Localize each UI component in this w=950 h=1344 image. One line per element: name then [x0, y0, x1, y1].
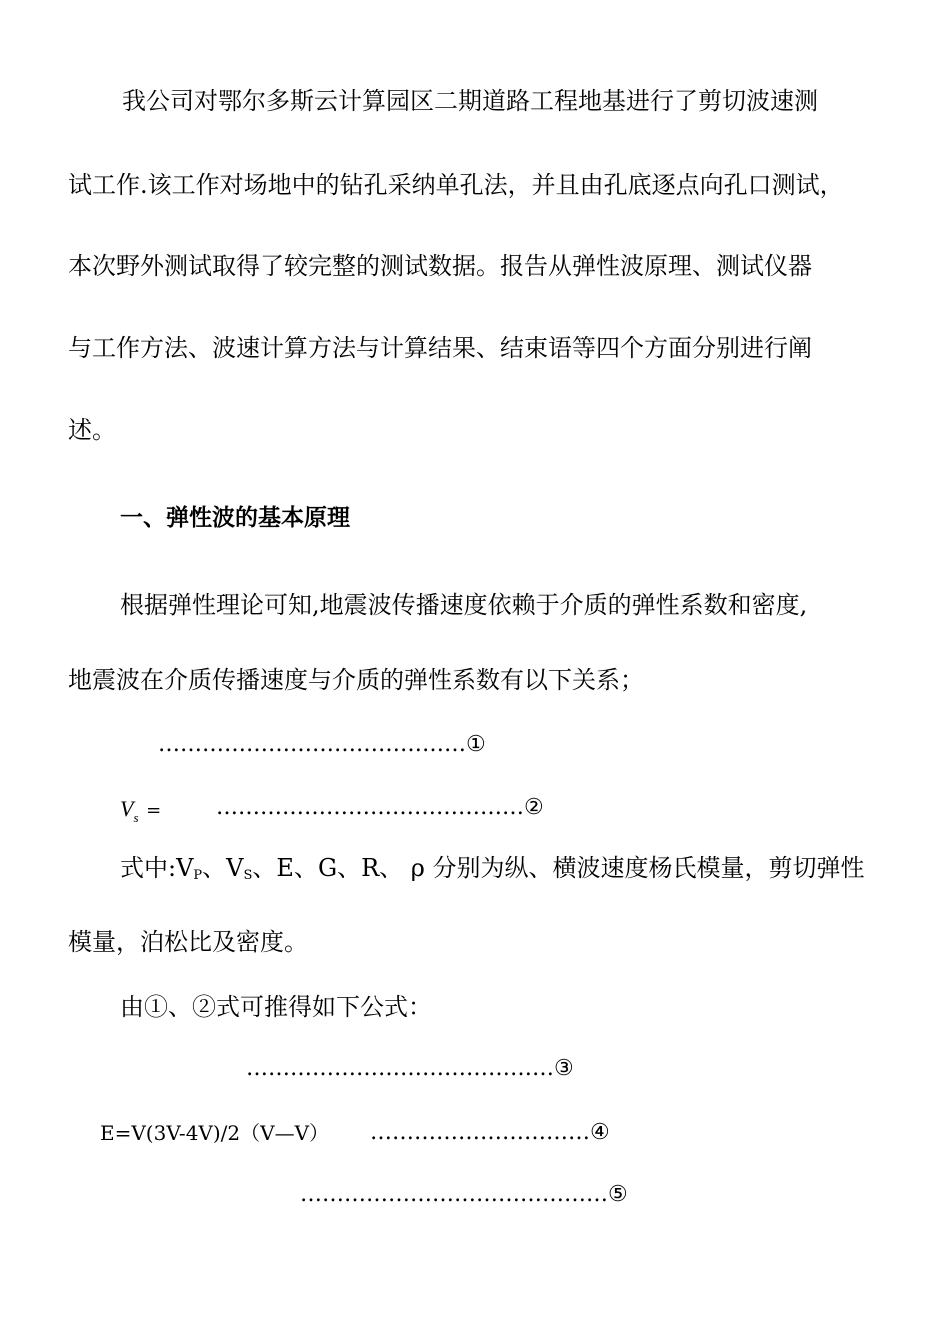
section-para-line-2: 地震波在介质传播速度与介质的弹性系数有以下关系；: [68, 666, 644, 694]
intro-line-2: 试工作.该工作对场地中的钻孔采纳单孔法，并且由孔底逐点向孔口测试，: [68, 171, 844, 199]
equation-1: ……………………………………①: [158, 732, 486, 757]
equation-2: ……………………………………②: [216, 795, 544, 820]
equation-5: ……………………………………⑤: [300, 1182, 628, 1207]
intro-line-5: 述。: [68, 416, 116, 444]
where-line-2: 模量，泊松比及密度。: [68, 928, 308, 956]
where-prefix: 式中:V: [120, 854, 194, 882]
intro-line-1: 我公司对鄂尔多斯云计算园区二期道路工程地基进行了剪切波速测: [122, 87, 818, 115]
equation-4-lhs: E=V(3V-4V)/2（V—V）: [100, 1121, 330, 1145]
equation-2-lhs: [120, 793, 161, 833]
vs-subscript: s: [133, 809, 139, 825]
where-rest: 、E、G、R、 ρ 分别为纵、横波速度杨氏模量，剪切弹性: [252, 854, 865, 882]
intro-line-4: 与工作方法、波速计算方法与计算结果、结束语等四个方面分别进行阐: [68, 334, 812, 362]
where-sub-p: P: [193, 868, 203, 883]
equation-3: ……………………………………③: [246, 1056, 574, 1081]
equation-4: …………………………④: [370, 1120, 610, 1145]
derive-line: 由①、②式可推得如下公式：: [120, 993, 432, 1021]
section-heading: 一、弹性波的基本原理: [120, 505, 350, 531]
vs-symbol: V: [120, 796, 134, 821]
where-line-1: [120, 853, 865, 891]
where-sub-s: S: [243, 868, 253, 883]
intro-line-3: 本次野外测试取得了较完整的测试数据。报告从弹性波原理、测试仪器: [68, 252, 812, 280]
vs-equals: =: [146, 800, 162, 821]
where-mid: 、V: [202, 854, 244, 882]
section-para-line-1: 根据弹性理论可知,地震波传播速度依赖于介质的弹性系数和密度,: [120, 591, 808, 619]
